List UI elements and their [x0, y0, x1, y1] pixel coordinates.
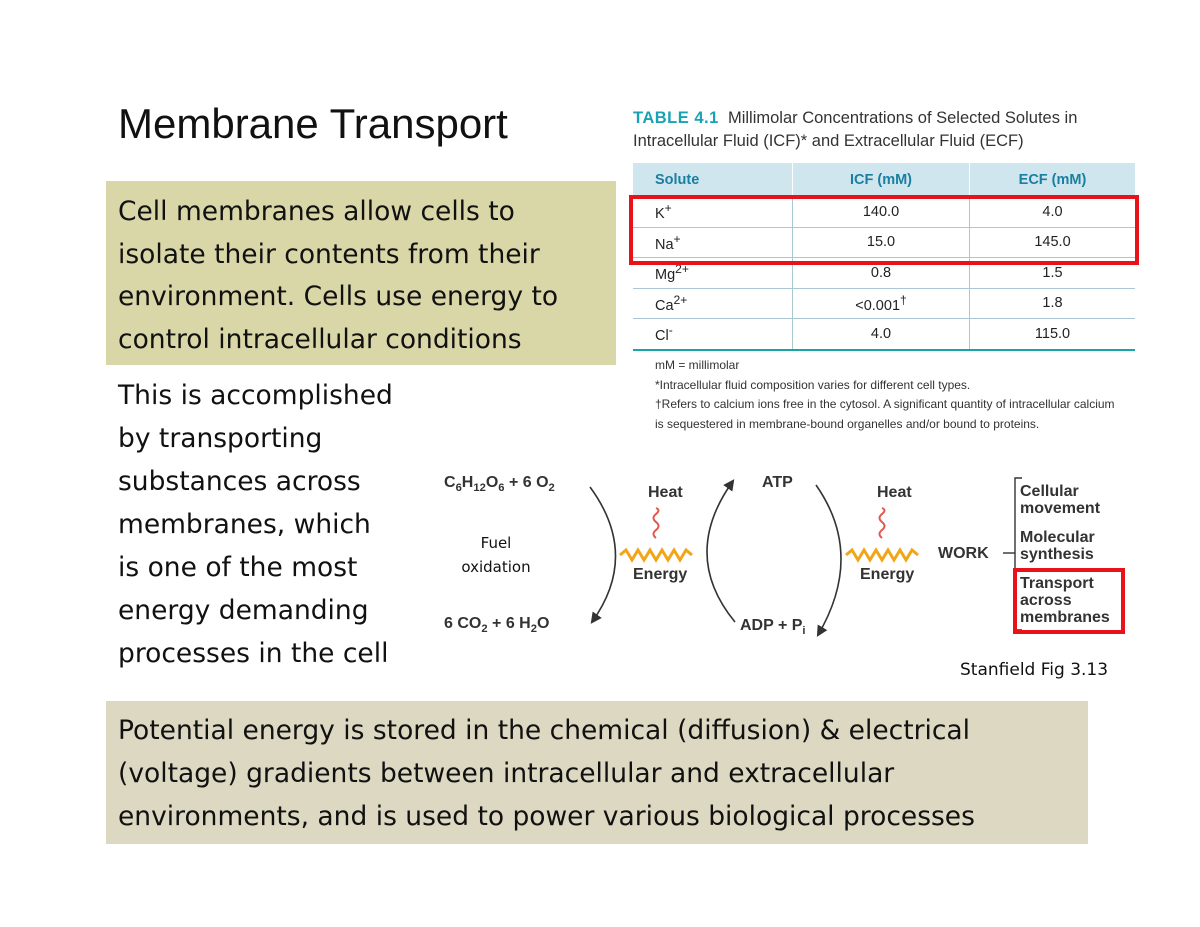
- adp-label: ADP + $P_i$: [740, 617, 806, 638]
- work-item-transport: Transport across membranes: [1020, 575, 1110, 626]
- footnote: mM = millimolar: [655, 358, 740, 372]
- table-caption-line: Intracellular Fluid (ICF)* and Extracellular Fluid (ECF): [633, 132, 1024, 150]
- solute-cell: $Ca^{2+}$: [633, 288, 793, 319]
- transport-highlight-box: [1013, 568, 1125, 634]
- fuel-oxidation-label: Fuel oxidation: [461, 534, 531, 576]
- icf-cell: 15.0: [793, 227, 970, 258]
- ecf-cell: 145.0: [970, 227, 1136, 258]
- footnote: is sequestered in membrane-bound organelles and/or bound to proteins.: [655, 416, 1040, 431]
- heat-label: Heat: [648, 484, 683, 501]
- oxidation-arrow: [590, 487, 616, 622]
- energy-label: Energy: [860, 566, 915, 583]
- glucose-label: $C_6H_{12}O_6 + 6$ $O_2$: [444, 474, 555, 495]
- co2-water-label: 6 $CO_2 + 6$ $H_2O$: [444, 615, 550, 636]
- icf-cell: 0.8: [793, 258, 970, 289]
- icf-cell: 4.0: [793, 319, 970, 350]
- heat-squiggle: [654, 508, 659, 538]
- intro-line: environment. Cells use energy to: [118, 281, 559, 312]
- solute-cell: K+: [633, 197, 793, 228]
- explanation-line: is one of the most: [118, 552, 358, 583]
- explanation-line: This is accomplished: [118, 380, 393, 411]
- atp-synthesis-arrow: [707, 481, 735, 622]
- energy-label: Energy: [633, 566, 688, 583]
- explanation-line: by transporting: [118, 423, 323, 454]
- atp-hydrolysis-arrow: [816, 485, 841, 635]
- solute-cell: Cl-: [633, 319, 793, 350]
- column-header-icf: ICF (mM): [793, 163, 970, 197]
- explanation-line: membranes, which: [118, 509, 371, 540]
- table-label: TABLE 4.1: [633, 109, 719, 127]
- intro-line: isolate their contents from their: [118, 238, 540, 270]
- work-item-molecular-synthesis: Molecular synthesis: [1020, 529, 1095, 563]
- slide-title: Membrane Transport: [118, 100, 508, 147]
- energy-zigzag: [846, 550, 918, 560]
- explanation-line: energy demanding: [118, 595, 369, 626]
- icf-cell: <0.001†: [793, 288, 970, 319]
- summary-line: Potential energy is stored in the chemical (diffusion) & electrical: [118, 715, 971, 746]
- summary-line: environments, and is used to power various biological processes: [118, 801, 975, 832]
- footnote: *Intracellular fluid composition varies for different cell types.: [655, 377, 971, 392]
- ecf-cell: 115.0: [970, 319, 1136, 350]
- work-item-cellular-movement: Cellular movement: [1020, 483, 1101, 517]
- icf-cell: 140.0: [793, 197, 970, 228]
- intro-line: Cell membranes allow cells to: [118, 196, 515, 227]
- ecf-cell: 4.0: [970, 197, 1136, 228]
- column-header-solute: Solute: [633, 163, 793, 197]
- column-header-ecf: ECF (mM): [970, 163, 1136, 197]
- intro-line: control intracellular conditions: [118, 323, 522, 355]
- figure-credit: Stanfield Fig 3.13: [960, 660, 1109, 680]
- footnote: †Refers to calcium ions free in the cytosol. A significant quantity of intracellular calcium: [655, 397, 1115, 411]
- table-caption-line: Millimolar Concentrations of Selected Solutes in: [727, 109, 1078, 127]
- solute-cell: $Mg^{2+}$: [633, 258, 793, 289]
- explanation-line: processes in the cell: [118, 638, 389, 669]
- explanation-line: substances across: [118, 466, 361, 497]
- atp-label: ATP: [762, 474, 793, 491]
- ecf-cell: 1.8: [970, 288, 1136, 319]
- heat-label: Heat: [877, 484, 912, 501]
- summary-line: (voltage) gradients between intracellular and extracellular: [118, 758, 895, 789]
- solute-cell: Na+: [633, 227, 793, 258]
- energy-zigzag: [620, 550, 692, 560]
- ecf-cell: 1.5: [970, 258, 1136, 289]
- heat-squiggle: [880, 508, 885, 538]
- work-label: WORK: [938, 545, 989, 562]
